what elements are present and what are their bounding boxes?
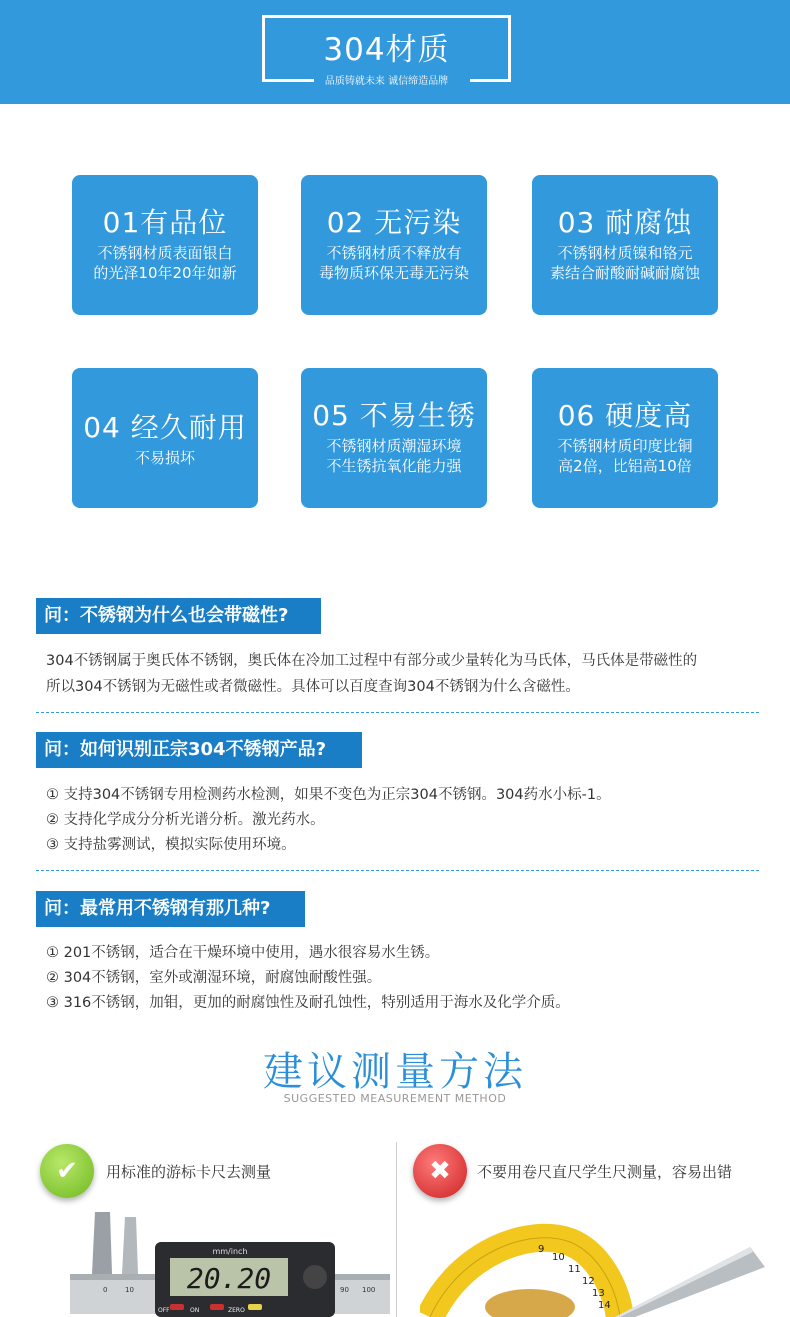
feature-desc-line: 不锈钢材质不释放有 xyxy=(326,244,462,262)
caliper-jaw xyxy=(92,1212,112,1274)
feature-card-4 xyxy=(72,368,258,508)
caliper-reading: 20.20 xyxy=(186,1262,272,1295)
svg-text:11: 11 xyxy=(568,1264,581,1275)
answer-line: ③ 316不锈钢，加钼，更加的耐腐蚀性及耐孔蚀性，特别适用于海水及化学介质。 xyxy=(46,995,570,1011)
check-icon: ✔ xyxy=(40,1144,94,1198)
feature-card-1 xyxy=(72,175,258,315)
svg-text:100: 100 xyxy=(362,1286,376,1294)
feature-card-6 xyxy=(532,368,718,508)
svg-text:0: 0 xyxy=(103,1286,108,1294)
feature-desc-line: 不易损坏 xyxy=(134,449,195,467)
feature-card-5 xyxy=(301,368,487,508)
feature-desc-line: 毒物质环保无毒无污染 xyxy=(318,264,469,282)
feature-desc-line: 不锈钢材质潮湿环境 xyxy=(326,437,462,455)
feature-card-3 xyxy=(532,175,718,315)
cross-icon: ✖ xyxy=(413,1144,467,1198)
feature-desc-line: 不锈钢材质表面银白 xyxy=(97,244,233,262)
caliper-wheel xyxy=(303,1265,327,1289)
caliper-on-label: ON xyxy=(190,1307,200,1314)
tape-case xyxy=(485,1289,575,1317)
section-divider xyxy=(36,870,759,871)
answer-line: ② 304不锈钢，室外或潮湿环境，耐腐蚀耐酸性强。 xyxy=(46,970,382,986)
caliper-zero-label: ZERO xyxy=(228,1307,245,1314)
section-divider xyxy=(36,712,759,713)
caliper-unit-label: mm/inch xyxy=(212,1247,248,1256)
svg-text:12: 12 xyxy=(582,1276,595,1287)
answer-line: 304不锈钢属于奥氏体不锈钢，奥氏体在冷加工过程中有部分或少量转化为马氏体，马氏体是带磁性的 xyxy=(46,653,698,669)
feature-desc-line: 高2倍，比铝高10倍 xyxy=(558,457,692,475)
caliper-illustration xyxy=(70,1212,390,1317)
column-divider xyxy=(396,1142,397,1317)
feature-card-2 xyxy=(301,175,487,315)
feature-title: 05 不易生锈 xyxy=(312,399,476,432)
bad-tip: 不要用卷尺直尺学生尺测量，容易出错 xyxy=(477,1163,733,1181)
measure-title: 建议测量方法 xyxy=(263,1049,527,1095)
answer-line: ② 支持化学成分分析光谱分析。激光药水。 xyxy=(46,812,325,828)
tape-ruler-illustration xyxy=(420,1222,765,1317)
page-title: 304材质 xyxy=(323,32,450,68)
answer-line: ① 201不锈钢，适合在干燥环境中使用，遇水很容易水生锈。 xyxy=(46,945,440,961)
svg-text:10: 10 xyxy=(552,1252,565,1263)
feature-desc-line: 素结合耐酸耐碱耐腐蚀 xyxy=(549,264,700,282)
question-heading: 问：不锈钢为什么也会带磁性? xyxy=(36,598,321,634)
question-heading: 问：如何识别正宗304不锈钢产品? xyxy=(36,732,362,768)
question-heading: 问：最常用不锈钢有那几种? xyxy=(36,891,305,927)
feature-desc-line: 不锈钢材质印度比铜 xyxy=(557,437,693,455)
measure-subtitle: SUGGESTED MEASUREMENT METHOD xyxy=(283,1092,507,1105)
svg-text:10: 10 xyxy=(125,1286,134,1294)
feature-desc-line: 不锈钢材质镍和铬元 xyxy=(557,244,693,262)
caliper-off-label: OFF xyxy=(158,1307,170,1314)
svg-text:90: 90 xyxy=(340,1286,349,1294)
good-tip: 用标准的游标卡尺去测量 xyxy=(106,1163,272,1181)
page-subtitle: 品质铸就未来 诚信缔造品牌 xyxy=(324,76,449,87)
header-frame-top xyxy=(262,15,511,18)
feature-desc-line: 的光泽10年20年如新 xyxy=(93,264,237,282)
svg-text:13: 13 xyxy=(592,1288,605,1299)
feature-title: 06 硬度高 xyxy=(557,399,693,432)
answer-line: ① 支持304不锈钢专用检测药水检测，如果不变色为正宗304不锈钢。304药水小标-1。 xyxy=(46,787,611,803)
feature-title: 01有品位 xyxy=(102,206,228,239)
feature-desc-line: 不生锈抗氧化能力强 xyxy=(326,457,462,475)
feature-title: 02 无污染 xyxy=(326,206,462,239)
feature-title: 03 耐腐蚀 xyxy=(557,206,693,239)
answer-line: 所以304不锈钢为无磁性或者微磁性。具体可以百度查询304不锈钢为什么含磁性。 xyxy=(46,679,580,695)
answer-line: ③ 支持盐雾测试，模拟实际使用环境。 xyxy=(46,837,296,853)
feature-title: 04 经久耐用 xyxy=(83,411,247,444)
svg-text:14: 14 xyxy=(598,1300,611,1311)
svg-text:9: 9 xyxy=(538,1244,545,1255)
caliper-jaw xyxy=(122,1217,138,1274)
